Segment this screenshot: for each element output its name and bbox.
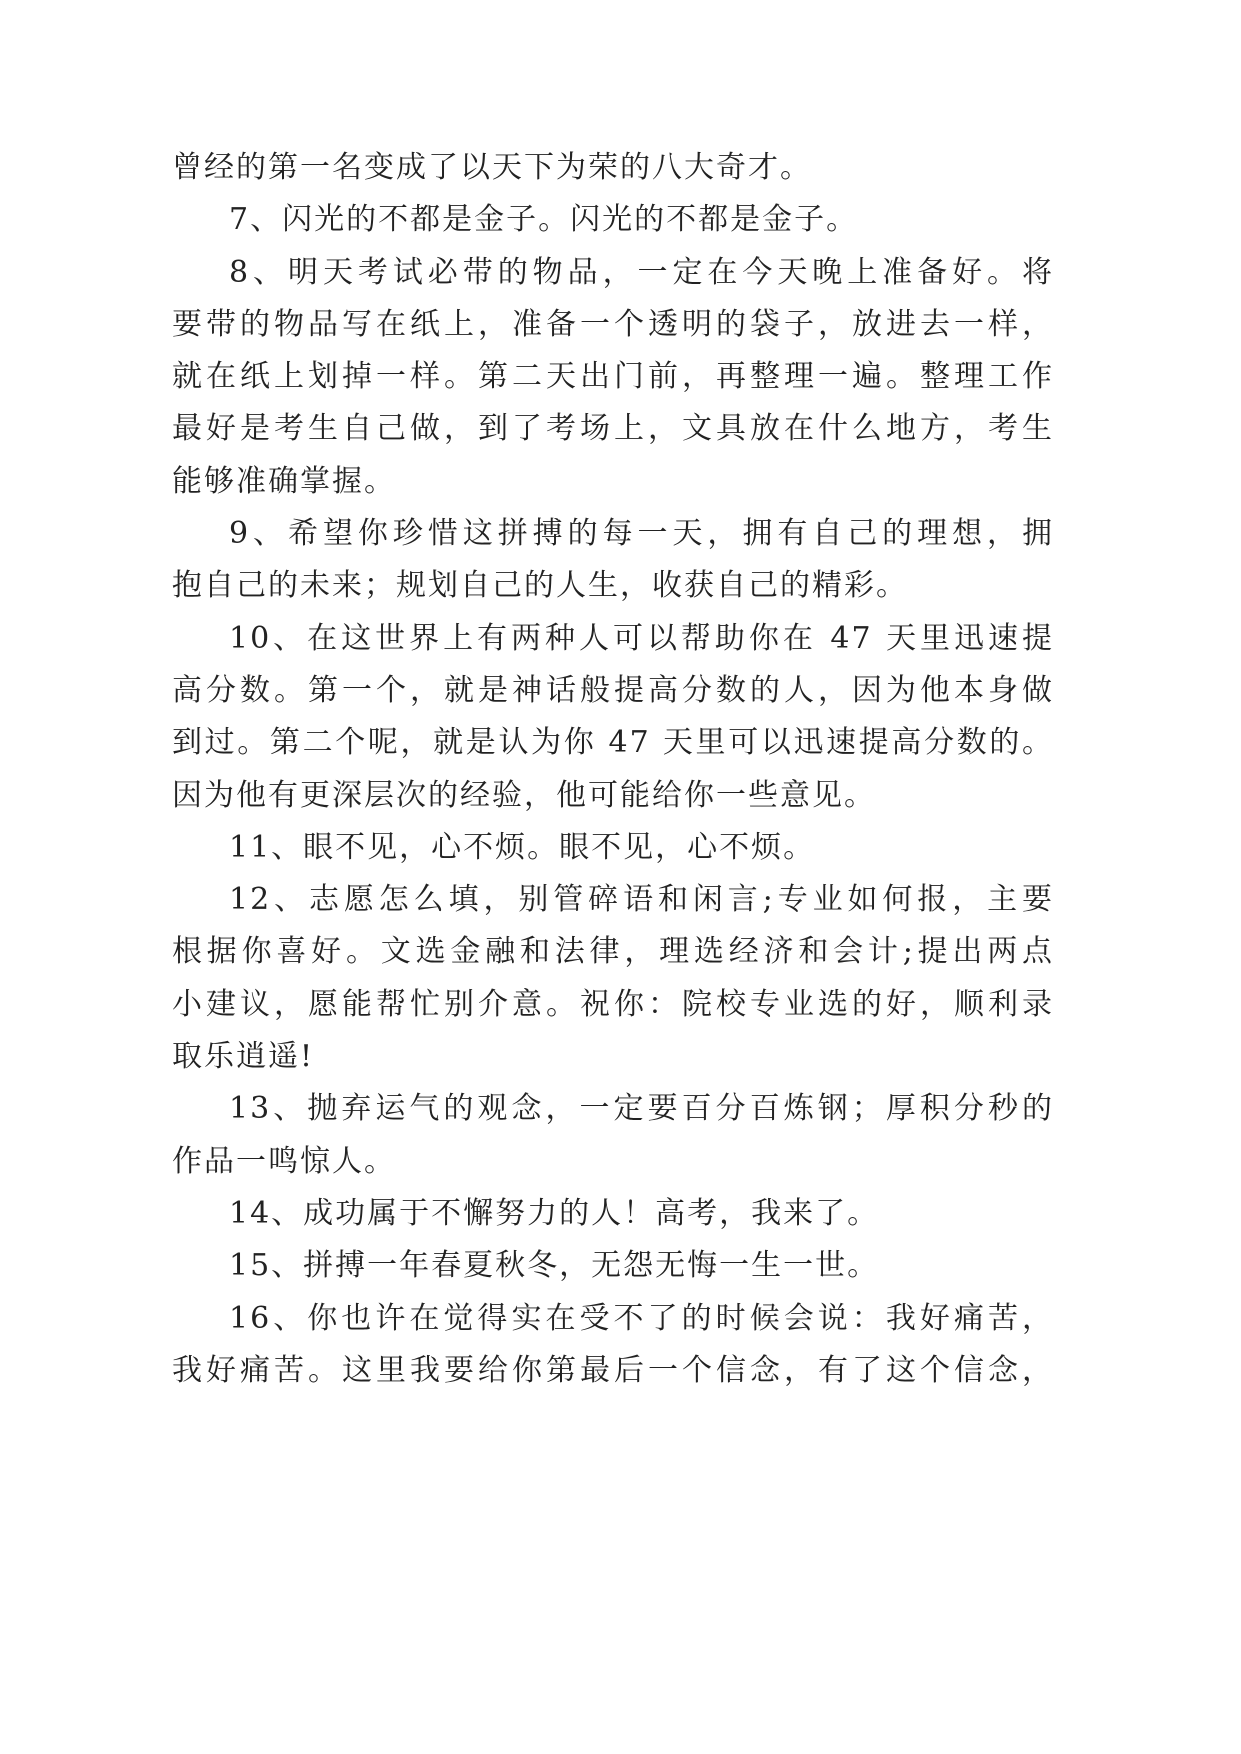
paragraph — [172, 874, 1054, 1083]
paragraph — [172, 822, 1054, 874]
text-line: 能够准确掌握。 — [172, 463, 396, 499]
text-line: 因为他有更深层次的经验，他可能给你一些意见。 — [172, 777, 876, 813]
text-line: 15、拼搏一年春夏秋冬，无怨无悔一生一世。 — [229, 1248, 880, 1284]
text-line: 10、在这世界上有两种人可以帮助你在 47 天里迅速提 — [229, 620, 1054, 656]
body-text — [172, 142, 1054, 1397]
text-line: 取乐逍遥! — [172, 1039, 315, 1075]
text-line: 我好痛苦。这里我要给你第最后一个信念，有了这个信念， — [172, 1352, 1054, 1388]
text-line: 到过。第二个呢，就是认为你 47 天里可以迅速提高分数的。 — [172, 725, 1054, 761]
text-line: 14、成功属于不懈努力的人！高考，我来了。 — [229, 1195, 880, 1231]
text-line: 作品一鸣惊人。 — [172, 1143, 396, 1179]
text-line: 抱自己的未来；规划自己的人生，收获自己的精彩。 — [172, 568, 908, 604]
text-line: 12、志愿怎么填，别管碎语和闲言;专业如何报，主要 — [229, 882, 1054, 918]
text-line: 曾经的第一名变成了以天下为荣的八大奇才。 — [172, 150, 812, 185]
text-line: 9、希望你珍惜这拼搏的每一天，拥有自己的理想，拥 — [229, 516, 1054, 552]
text-line: 16、你也许在觉得实在受不了的时候会说：我好痛苦， — [229, 1300, 1054, 1336]
paragraph — [172, 142, 1054, 194]
paragraph — [172, 194, 1054, 246]
text-line: 就在纸上划掉一样。第二天出门前，再整理一遍。整理工作 — [172, 359, 1054, 395]
paragraph — [172, 613, 1054, 822]
text-line: 要带的物品写在纸上，准备一个透明的袋子，放进去一样， — [172, 306, 1054, 342]
paragraph — [172, 247, 1054, 508]
paragraph — [172, 1188, 1054, 1240]
text-line: 8、明天考试必带的物品，一定在今天晚上准备好。将 — [229, 254, 1054, 290]
text-line: 小建议，愿能帮忙别介意。祝你：院校专业选的好，顺利录 — [172, 986, 1054, 1022]
text-line: 7、闪光的不都是金子。闪光的不都是金子。 — [229, 202, 859, 238]
text-line: 最好是考生自己做，到了考场上，文具放在什么地方，考生 — [172, 411, 1054, 447]
paragraph — [172, 1293, 1054, 1398]
paragraph — [172, 508, 1054, 613]
text-line: 13、抛弃运气的观念，一定要百分百炼钢；厚积分秒的 — [229, 1091, 1054, 1127]
paragraph — [172, 1083, 1054, 1188]
text-line: 11、眼不见，心不烦。眼不见，心不烦。 — [229, 829, 816, 865]
paragraph — [172, 1240, 1054, 1292]
text-line: 高分数。第一个，就是神话般提高分数的人，因为他本身做 — [172, 672, 1054, 708]
text-line: 根据你喜好。文选金融和法律，理选经济和会计;提出两点 — [172, 934, 1054, 970]
